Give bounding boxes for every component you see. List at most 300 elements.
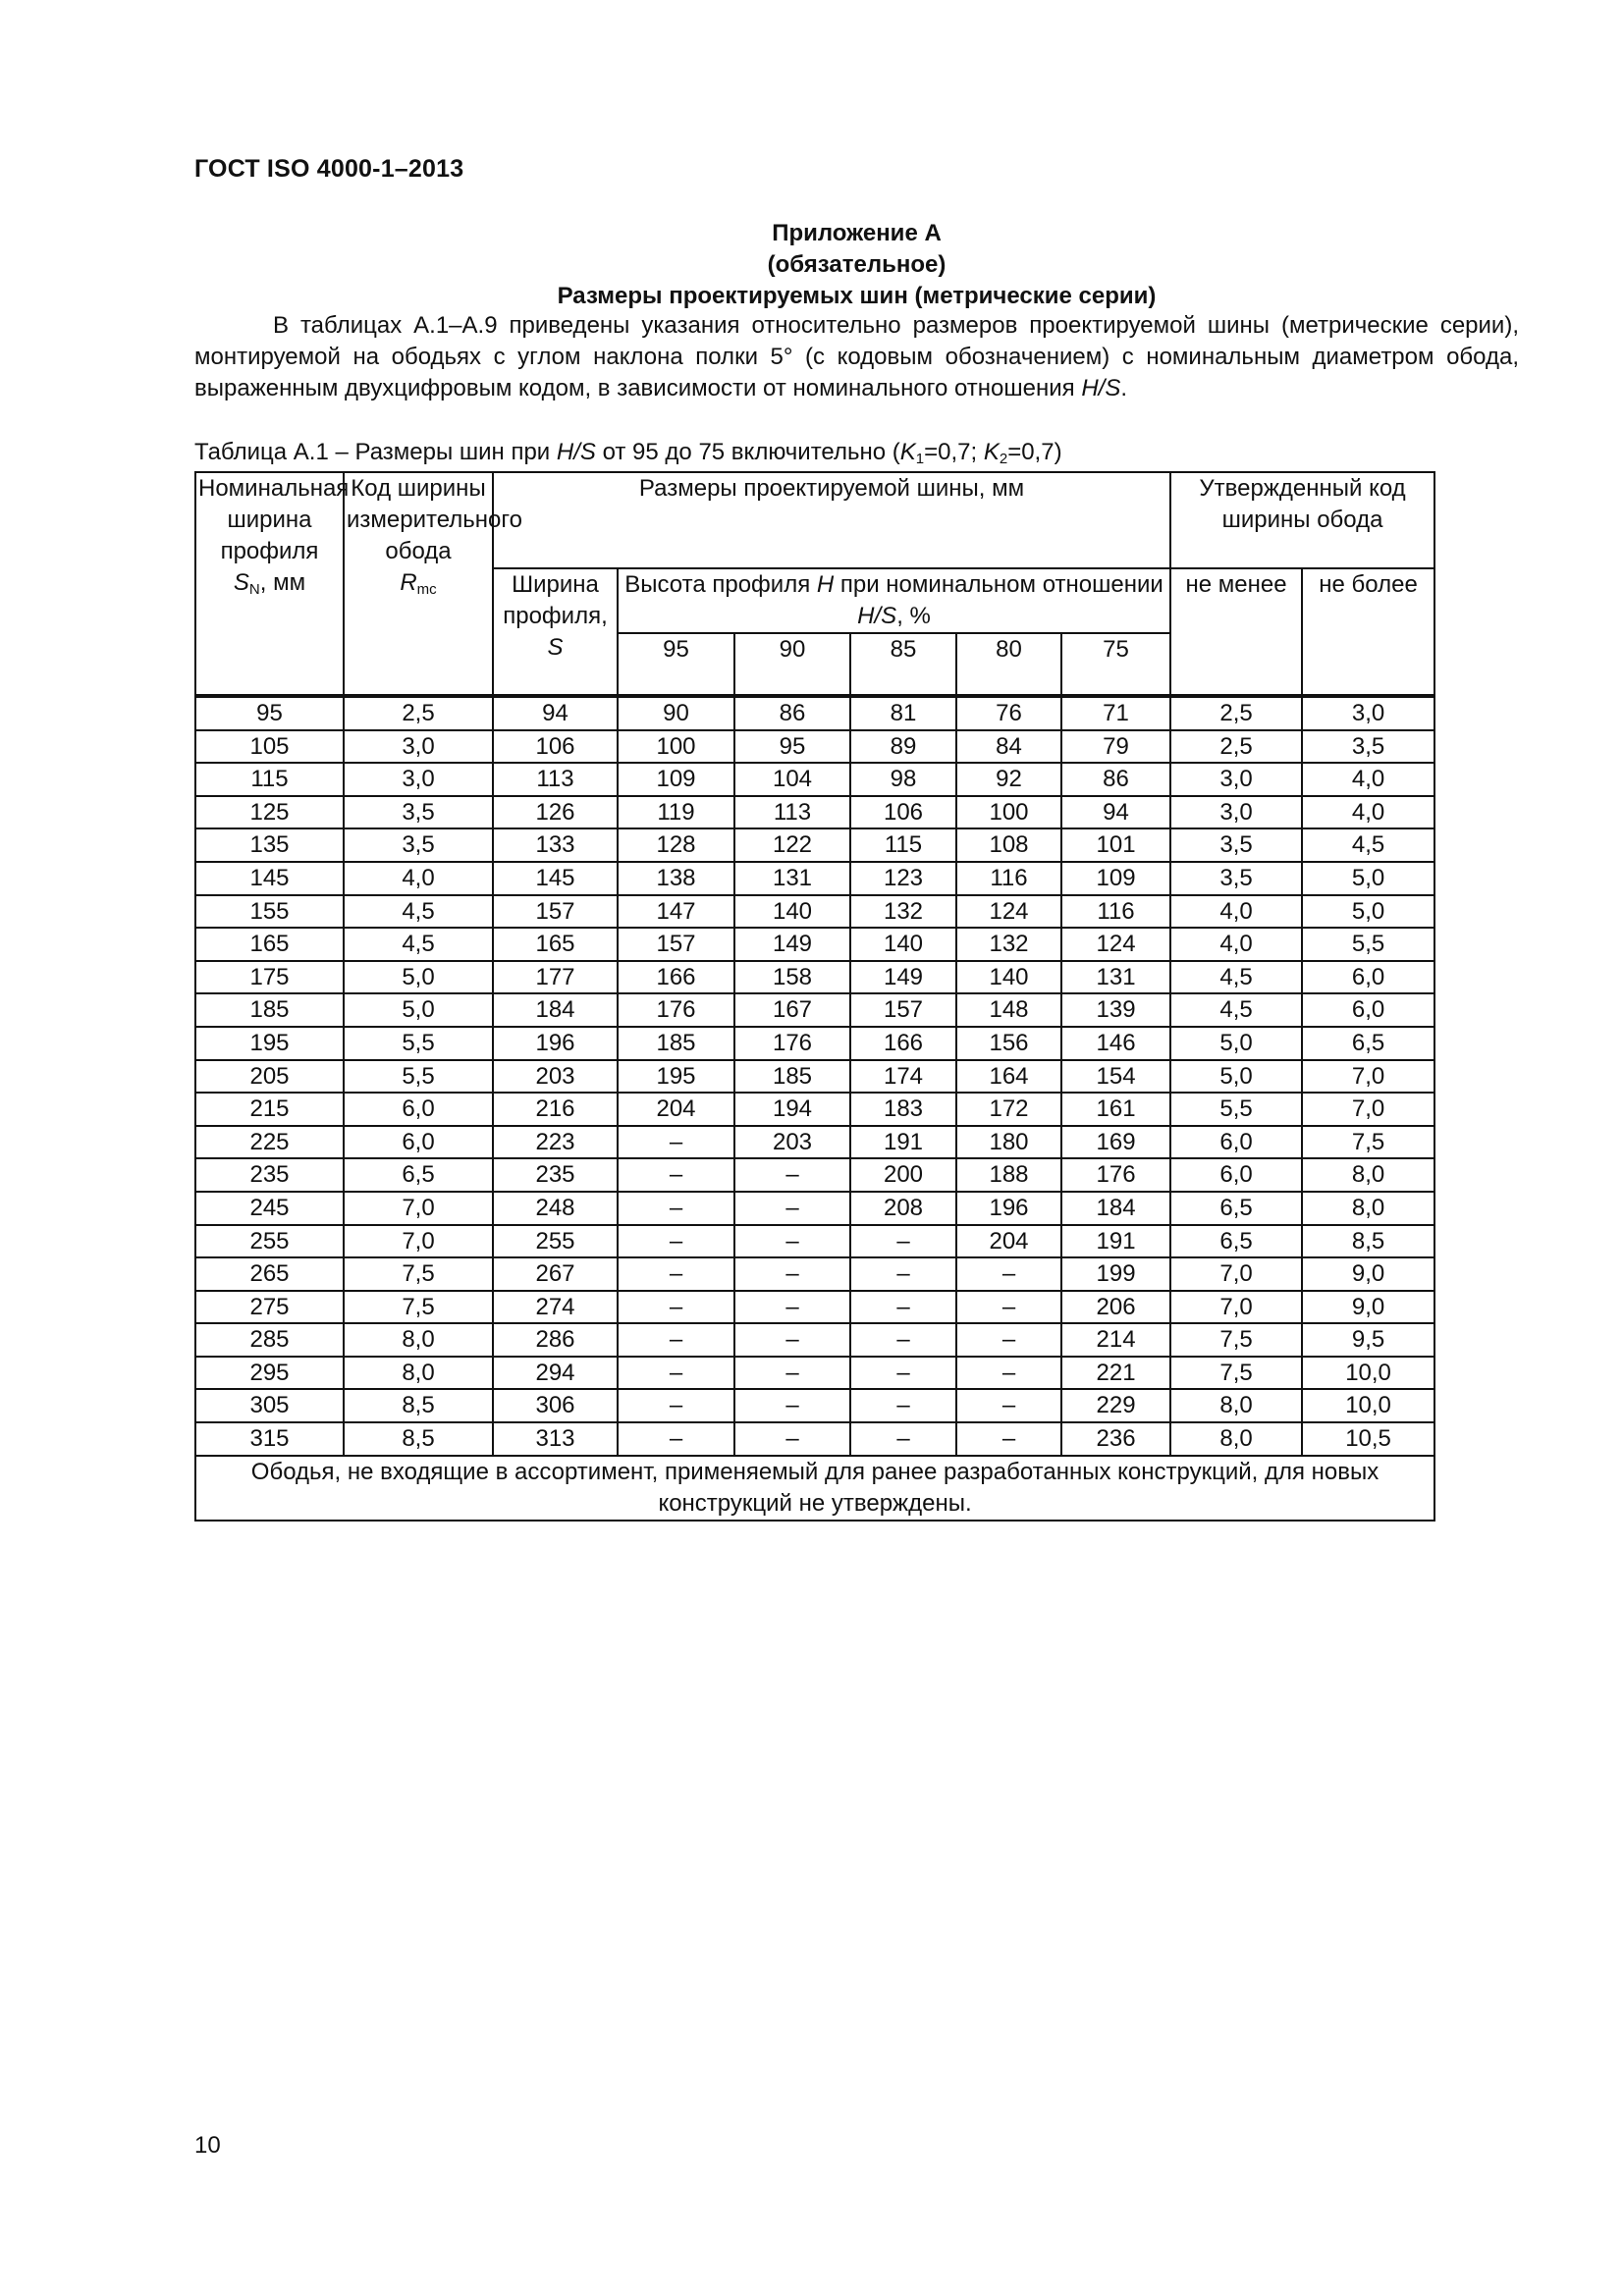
table-cell: 6,0 xyxy=(1302,961,1434,994)
table-cell: 95 xyxy=(195,696,344,730)
header-max: не более xyxy=(1302,568,1434,696)
table-cell: 306 xyxy=(493,1389,618,1422)
table-cell: 3,5 xyxy=(1170,862,1302,895)
table-cell: 7,0 xyxy=(344,1225,493,1258)
caption-k1-sub: 1 xyxy=(915,451,925,467)
table-cell: 185 xyxy=(195,993,344,1027)
table-cell: – xyxy=(618,1257,734,1291)
table-cell: 315 xyxy=(195,1422,344,1456)
table-cell: 84 xyxy=(956,730,1061,764)
table-cell: 126 xyxy=(493,796,618,829)
table-cell: 105 xyxy=(195,730,344,764)
table-cell: – xyxy=(956,1291,1061,1324)
table-cell: 5,0 xyxy=(1302,895,1434,929)
table-cell: 94 xyxy=(1061,796,1170,829)
table-cell: 100 xyxy=(618,730,734,764)
table-cell: 131 xyxy=(734,862,850,895)
table-cell: 145 xyxy=(195,862,344,895)
table-cell: 7,5 xyxy=(1170,1323,1302,1357)
table-cell: 113 xyxy=(493,763,618,796)
table-row xyxy=(195,796,1434,829)
table-cell: – xyxy=(734,1257,850,1291)
table-cell: 216 xyxy=(493,1093,618,1126)
table-cell: – xyxy=(618,1225,734,1258)
table-cell: 98 xyxy=(850,763,956,796)
table-cell: 4,5 xyxy=(1170,993,1302,1027)
table-cell: 223 xyxy=(493,1126,618,1159)
header-section-height xyxy=(618,568,1170,633)
table-cell: 4,0 xyxy=(344,862,493,895)
table-cell: 295 xyxy=(195,1357,344,1390)
header-sn: S xyxy=(233,569,249,596)
table-cell: 184 xyxy=(493,993,618,1027)
table-cell: 7,0 xyxy=(1302,1093,1434,1126)
table-cell: 138 xyxy=(618,862,734,895)
table-cell: 5,5 xyxy=(1170,1093,1302,1126)
header-height-hs: H/S xyxy=(857,603,897,629)
table-cell: 106 xyxy=(850,796,956,829)
table-cell: 158 xyxy=(734,961,850,994)
header-rim-code xyxy=(344,472,522,696)
table-row xyxy=(195,763,1434,796)
appendix-title: Приложение А xyxy=(772,220,942,246)
header-h: H xyxy=(816,571,835,598)
table-cell: 166 xyxy=(850,1027,956,1060)
table-cell: 106 xyxy=(493,730,618,764)
table-cell: – xyxy=(956,1389,1061,1422)
table-cell: 148 xyxy=(956,993,1061,1027)
appendix-subtitle: Размеры проектируемых шин (метрические серии) xyxy=(557,283,1157,309)
table-cell: 185 xyxy=(618,1027,734,1060)
table-cell: 140 xyxy=(956,961,1061,994)
table-cell: 167 xyxy=(734,993,850,1027)
table-cell: – xyxy=(956,1422,1061,1456)
table-cell: 124 xyxy=(956,895,1061,929)
header-rim-code-label: Код ширины измерительного обода xyxy=(347,475,522,564)
table-row xyxy=(195,1225,1434,1258)
table-cell: 274 xyxy=(493,1291,618,1324)
intro-hs: H/S xyxy=(1081,375,1121,401)
table-body xyxy=(195,696,1434,1456)
table-cell: 149 xyxy=(734,928,850,961)
table-cell: 180 xyxy=(956,1126,1061,1159)
table-cell: 8,0 xyxy=(344,1323,493,1357)
table-footnote: Ободья, не входящие в ассортимент, применяемый для ранее разработанных конструкций, для новых конструкций не утверждены. xyxy=(195,1456,1434,1521)
table-cell: 194 xyxy=(734,1093,850,1126)
table-row xyxy=(195,1093,1434,1126)
table-cell: 3,0 xyxy=(344,730,493,764)
header-ratio-85: 85 xyxy=(850,633,956,696)
header-ratio-75: 75 xyxy=(1061,633,1170,696)
table-cell: 166 xyxy=(618,961,734,994)
table-cell: – xyxy=(618,1291,734,1324)
table-row xyxy=(195,993,1434,1027)
table-row xyxy=(195,828,1434,862)
table-cell: 108 xyxy=(956,828,1061,862)
table-cell: 176 xyxy=(618,993,734,1027)
table-cell: 5,5 xyxy=(344,1060,493,1094)
table-cell: 203 xyxy=(734,1126,850,1159)
table-cell: 9,0 xyxy=(1302,1257,1434,1291)
table-cell: 6,0 xyxy=(344,1093,493,1126)
table-cell: 195 xyxy=(618,1060,734,1094)
table-cell: 113 xyxy=(734,796,850,829)
table-cell: 5,0 xyxy=(1170,1027,1302,1060)
table-cell: 7,5 xyxy=(344,1257,493,1291)
table-cell: 6,0 xyxy=(1302,993,1434,1027)
table-cell: – xyxy=(734,1323,850,1357)
table-cell: 245 xyxy=(195,1192,344,1225)
table-cell: 3,0 xyxy=(344,763,493,796)
table-cell: – xyxy=(618,1192,734,1225)
table-cell: – xyxy=(734,1357,850,1390)
header-ratio-95: 95 xyxy=(618,633,734,696)
table-cell: 157 xyxy=(850,993,956,1027)
table-cell: 5,5 xyxy=(344,1027,493,1060)
table-cell: 7,5 xyxy=(1170,1357,1302,1390)
table-cell: – xyxy=(734,1422,850,1456)
table-cell: – xyxy=(618,1422,734,1456)
table-cell: 124 xyxy=(1061,928,1170,961)
table-cell: – xyxy=(850,1357,956,1390)
table-cell: 81 xyxy=(850,696,956,730)
table-cell: 200 xyxy=(850,1158,956,1192)
table-cell: 5,0 xyxy=(1302,862,1434,895)
table-cell: 7,5 xyxy=(1302,1126,1434,1159)
table-cell: 109 xyxy=(1061,862,1170,895)
table-cell: 8,5 xyxy=(1302,1225,1434,1258)
table-cell: 206 xyxy=(1061,1291,1170,1324)
table-cell: 195 xyxy=(195,1027,344,1060)
table-cell: 4,5 xyxy=(1302,828,1434,862)
table-cell: 100 xyxy=(956,796,1061,829)
table-cell: 204 xyxy=(956,1225,1061,1258)
table-row xyxy=(195,1192,1434,1225)
table-cell: 174 xyxy=(850,1060,956,1094)
table-cell: 116 xyxy=(956,862,1061,895)
table-caption xyxy=(194,438,1062,467)
table-cell: 140 xyxy=(850,928,956,961)
table-cell: 5,0 xyxy=(1170,1060,1302,1094)
table-row xyxy=(195,1126,1434,1159)
table-cell: 176 xyxy=(1061,1158,1170,1192)
table-cell: 104 xyxy=(734,763,850,796)
table-cell: 10,0 xyxy=(1302,1389,1434,1422)
table-cell: 122 xyxy=(734,828,850,862)
table-cell: 196 xyxy=(956,1192,1061,1225)
table-cell: 132 xyxy=(956,928,1061,961)
table-cell: 7,5 xyxy=(344,1291,493,1324)
table-cell: 7,0 xyxy=(1302,1060,1434,1094)
table-cell: – xyxy=(956,1357,1061,1390)
table-cell: 184 xyxy=(1061,1192,1170,1225)
table-cell: – xyxy=(850,1225,956,1258)
table-cell: 3,5 xyxy=(1170,828,1302,862)
table-cell: 94 xyxy=(493,696,618,730)
table-cell: 267 xyxy=(493,1257,618,1291)
table-cell: – xyxy=(734,1291,850,1324)
header-section-width-label: Ширина профиля, xyxy=(503,571,608,629)
table-cell: 4,0 xyxy=(1302,796,1434,829)
header-ratio-80: 80 xyxy=(956,633,1061,696)
table-cell: 3,0 xyxy=(1170,796,1302,829)
caption-k2-value: =0,7) xyxy=(1007,439,1062,465)
table-cell: 8,5 xyxy=(344,1389,493,1422)
table-cell: 5,0 xyxy=(344,993,493,1027)
table-cell: 6,5 xyxy=(1170,1225,1302,1258)
table-cell: 208 xyxy=(850,1192,956,1225)
table-cell: 86 xyxy=(734,696,850,730)
table-cell: 161 xyxy=(1061,1093,1170,1126)
table-cell: 5,5 xyxy=(1302,928,1434,961)
document-code: ГОСТ ISO 4000-1–2013 xyxy=(194,155,464,183)
table-cell: 4,5 xyxy=(344,928,493,961)
table-cell: 109 xyxy=(618,763,734,796)
table-cell: – xyxy=(618,1158,734,1192)
table-cell: 7,0 xyxy=(344,1192,493,1225)
table-cell: 188 xyxy=(956,1158,1061,1192)
table-cell: – xyxy=(734,1225,850,1258)
table-cell: 4,5 xyxy=(1170,961,1302,994)
header-rmc: R xyxy=(400,569,417,596)
table-cell: 157 xyxy=(493,895,618,929)
table-cell: 248 xyxy=(493,1192,618,1225)
header-sn-unit: , мм xyxy=(259,569,306,596)
intro-paragraph xyxy=(194,310,1519,404)
header-height-middle: при номинальном отношении xyxy=(834,571,1163,598)
table-row xyxy=(195,730,1434,764)
header-height-suffix: , % xyxy=(896,603,931,629)
caption-k2-sub: 2 xyxy=(999,451,1008,467)
caption-k1-value: =0,7; xyxy=(924,439,984,465)
table-cell: 3,0 xyxy=(1302,696,1434,730)
table-cell: 4,0 xyxy=(1170,928,1302,961)
table-row xyxy=(195,696,1434,730)
table-cell: – xyxy=(956,1323,1061,1357)
table-cell: 10,0 xyxy=(1302,1357,1434,1390)
table-cell: 199 xyxy=(1061,1257,1170,1291)
table-cell: 10,5 xyxy=(1302,1422,1434,1456)
header-sn-sub: N xyxy=(248,581,260,598)
intro-end: . xyxy=(1120,375,1128,401)
table-cell: 255 xyxy=(195,1225,344,1258)
table-cell: – xyxy=(956,1257,1061,1291)
table-cell: 165 xyxy=(493,928,618,961)
table-cell: 86 xyxy=(1061,763,1170,796)
table-cell: – xyxy=(618,1323,734,1357)
table-cell: – xyxy=(734,1192,850,1225)
table-cell: 157 xyxy=(618,928,734,961)
table-row xyxy=(195,1291,1434,1324)
table-row xyxy=(195,1357,1434,1390)
table-cell: 183 xyxy=(850,1093,956,1126)
table-cell: 79 xyxy=(1061,730,1170,764)
page-number: 10 xyxy=(194,2132,221,2159)
table-cell: 2,5 xyxy=(1170,696,1302,730)
table-cell: – xyxy=(850,1389,956,1422)
table-row xyxy=(195,895,1434,929)
table-cell: 4,0 xyxy=(1302,763,1434,796)
table-cell: 101 xyxy=(1061,828,1170,862)
tyre-size-table xyxy=(194,471,1435,1522)
table-cell: – xyxy=(618,1126,734,1159)
table-cell: 119 xyxy=(618,796,734,829)
caption-middle: от 95 до 75 включительно ( xyxy=(595,439,900,465)
table-cell: 135 xyxy=(195,828,344,862)
table-cell: 154 xyxy=(1061,1060,1170,1094)
table-cell: 8,0 xyxy=(1170,1422,1302,1456)
table-cell: 221 xyxy=(1061,1357,1170,1390)
table-row xyxy=(195,961,1434,994)
table-row xyxy=(195,1389,1434,1422)
table-cell: 146 xyxy=(1061,1027,1170,1060)
table-cell: 3,0 xyxy=(1170,763,1302,796)
table-cell: 294 xyxy=(493,1357,618,1390)
table-cell: 6,0 xyxy=(1170,1126,1302,1159)
table-cell: – xyxy=(850,1291,956,1324)
table-cell: 305 xyxy=(195,1389,344,1422)
table-cell: 6,5 xyxy=(1170,1192,1302,1225)
table-cell: 8,5 xyxy=(344,1422,493,1456)
header-nominal-width-label: Номинальная ширина профиля xyxy=(198,475,350,564)
table-cell: – xyxy=(618,1389,734,1422)
table-row xyxy=(195,1060,1434,1094)
table-cell: – xyxy=(850,1422,956,1456)
table-cell: 149 xyxy=(850,961,956,994)
table-cell: 8,0 xyxy=(344,1357,493,1390)
table-cell: 165 xyxy=(195,928,344,961)
table-cell: 2,5 xyxy=(344,696,493,730)
table-cell: – xyxy=(850,1257,956,1291)
table-cell: 2,5 xyxy=(1170,730,1302,764)
table-cell: 5,0 xyxy=(344,961,493,994)
table-cell: 196 xyxy=(493,1027,618,1060)
header-approved-rim: Утвержденный код ширины обода xyxy=(1170,472,1434,568)
table-cell: 140 xyxy=(734,895,850,929)
table-cell: 229 xyxy=(1061,1389,1170,1422)
table-cell: 125 xyxy=(195,796,344,829)
table-row xyxy=(195,862,1434,895)
table-cell: 235 xyxy=(493,1158,618,1192)
table-cell: 191 xyxy=(1061,1225,1170,1258)
caption-k1: K xyxy=(899,439,916,465)
table-cell: 172 xyxy=(956,1093,1061,1126)
table-cell: 155 xyxy=(195,895,344,929)
table-cell: 164 xyxy=(956,1060,1061,1094)
header-rmc-sub: mc xyxy=(416,581,437,598)
table-cell: 3,5 xyxy=(1302,730,1434,764)
table-cell: 203 xyxy=(493,1060,618,1094)
table-cell: 8,0 xyxy=(1302,1158,1434,1192)
table-cell: 133 xyxy=(493,828,618,862)
table-cell: 147 xyxy=(618,895,734,929)
table-cell: 89 xyxy=(850,730,956,764)
table-cell: 90 xyxy=(618,696,734,730)
table-cell: 265 xyxy=(195,1257,344,1291)
table-cell: 9,5 xyxy=(1302,1323,1434,1357)
table-cell: 115 xyxy=(850,828,956,862)
table-cell: – xyxy=(734,1158,850,1192)
table-row xyxy=(195,1422,1434,1456)
table-cell: 215 xyxy=(195,1093,344,1126)
table-cell: 313 xyxy=(493,1422,618,1456)
table-cell: 191 xyxy=(850,1126,956,1159)
table-cell: 71 xyxy=(1061,696,1170,730)
table-cell: 235 xyxy=(195,1158,344,1192)
table-cell: 225 xyxy=(195,1126,344,1159)
table-cell: 9,0 xyxy=(1302,1291,1434,1324)
table-cell: 204 xyxy=(618,1093,734,1126)
table-cell: 76 xyxy=(956,696,1061,730)
header-section-width xyxy=(493,568,618,696)
table-cell: 185 xyxy=(734,1060,850,1094)
table-cell: 123 xyxy=(850,862,956,895)
table-cell: 4,5 xyxy=(344,895,493,929)
header-min: не менее xyxy=(1170,568,1302,696)
table-cell: 214 xyxy=(1061,1323,1170,1357)
header-s: S xyxy=(547,634,564,661)
table-cell: 169 xyxy=(1061,1126,1170,1159)
caption-hs: H/S xyxy=(556,439,596,465)
table-cell: 4,0 xyxy=(1170,895,1302,929)
table-cell: 176 xyxy=(734,1027,850,1060)
table-cell: – xyxy=(734,1389,850,1422)
table-cell: 132 xyxy=(850,895,956,929)
table-row xyxy=(195,1027,1434,1060)
table-cell: 145 xyxy=(493,862,618,895)
caption-k2: K xyxy=(983,439,1000,465)
table-cell: 175 xyxy=(195,961,344,994)
table-cell: 7,0 xyxy=(1170,1257,1302,1291)
table-cell: 6,0 xyxy=(344,1126,493,1159)
table-cell: 6,5 xyxy=(344,1158,493,1192)
table-row xyxy=(195,1323,1434,1357)
intro-text: В таблицах А.1–А.9 приведены указания относительно размеров проектируемой шины (метрические серии), монтируемой на ободьях с углом наклона полки 5° (с кодовым обозначением) с номинальным диаметром обода, выраженным двухцифровым кодом, в зависимости от номинального отношения xyxy=(194,312,1519,401)
table-row xyxy=(195,928,1434,961)
table-cell: 3,5 xyxy=(344,796,493,829)
table-cell: 139 xyxy=(1061,993,1170,1027)
table-cell: 275 xyxy=(195,1291,344,1324)
table-cell: 116 xyxy=(1061,895,1170,929)
table-cell: 156 xyxy=(956,1027,1061,1060)
table-cell: 95 xyxy=(734,730,850,764)
table-cell: 115 xyxy=(195,763,344,796)
table-cell: 128 xyxy=(618,828,734,862)
header-height-prefix: Высота профиля xyxy=(624,571,817,598)
table-cell: 177 xyxy=(493,961,618,994)
table-cell: 286 xyxy=(493,1323,618,1357)
table-cell: 3,5 xyxy=(344,828,493,862)
table-cell: 236 xyxy=(1061,1422,1170,1456)
table-row xyxy=(195,1158,1434,1192)
table-cell: – xyxy=(618,1357,734,1390)
table-cell: 8,0 xyxy=(1302,1192,1434,1225)
table-header xyxy=(195,472,1434,696)
caption-prefix: Таблица А.1 – Размеры шин при xyxy=(194,439,557,465)
table-row xyxy=(195,1257,1434,1291)
appendix-status: (обязательное) xyxy=(767,251,947,278)
header-ratio-90: 90 xyxy=(734,633,850,696)
appendix-heading xyxy=(194,218,1519,312)
table-cell: 6,0 xyxy=(1170,1158,1302,1192)
table-cell: 131 xyxy=(1061,961,1170,994)
table-cell: – xyxy=(850,1323,956,1357)
table-cell: 255 xyxy=(493,1225,618,1258)
table-cell: 92 xyxy=(956,763,1061,796)
header-design-sizes: Размеры проектируемой шины, мм xyxy=(493,472,1170,568)
header-nominal-width xyxy=(195,472,350,696)
table-cell: 7,0 xyxy=(1170,1291,1302,1324)
